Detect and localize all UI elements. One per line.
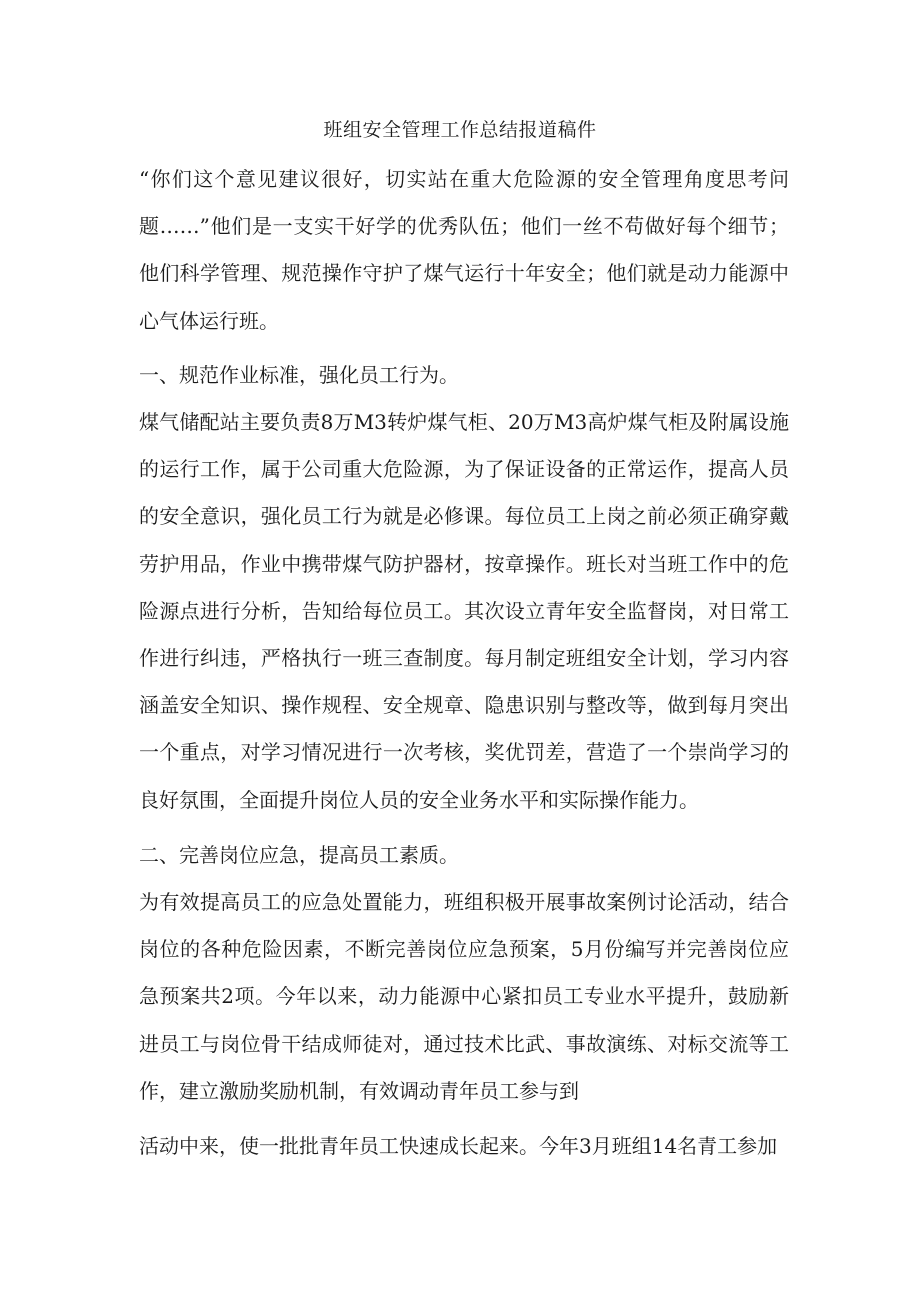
section-1-heading: 一、规范作业标准，强化员工行为。 [139, 363, 459, 387]
intro-paragraph: “你们这个意见建议很好，切实站在重大危险源的安全管理角度思考问题……”他们是一支实干好学的优秀队伍；他们一丝不苟做好每个细节；他们科学管理、规范操作守护了煤气运行十年安全；他们就是动力能源中心气体运行班。 [139, 167, 789, 333]
section-2-continuation: 活动中来，使一批批青年员工快速成长起来。今年3月班组14名青工参加 [139, 1134, 778, 1158]
section-2-paragraph: 为有效提高员工的应急处置能力，班组积极开展事故案例讨论活动，结合岗位的各种危险因素，不断完善岗位应急预案，5月份编写并完善岗位应急预案共2项。今年以来，动力能源中心紧扣员工专业水平提升，鼓励新进员工与岗位骨干结成师徒对，通过技术比武、事故演练、对标交流等工作，建立激励奖励机制，有效调动青年员工参与到 [139, 890, 789, 1103]
section-2-heading: 二、完善岗位应急，提高员工素质。 [139, 843, 459, 867]
section-1-paragraph: 煤气储配站主要负责8万M3转炉煤气柜、20万M3高炉煤气柜及附属设施的运行工作，属于公司重大危险源，为了保证设备的正常运作，提高人员的安全意识，强化员工行为就是必修课。每位员工上岗之前必须正确穿戴劳护用品，作业中携带煤气防护器材，按章操作。班长对当班工作中的危险源点进行分析，告知给每位员工。其次设立青年安全监督岗，对日常工作进行纠违，严格执行一班三查制度。每月制定班组安全计划，学习内容涵盖安全知识、操作规程、安全规章、隐患识别与整改等，做到每月突出一个重点，对学习情况进行一次考核，奖优罚差，营造了一个崇尚学习的良好氛围，全面提升岗位人员的安全业务水平和实际操作能力。 [139, 410, 789, 812]
document-title: 班组安全管理工作总结报道稿件 [323, 119, 597, 141]
